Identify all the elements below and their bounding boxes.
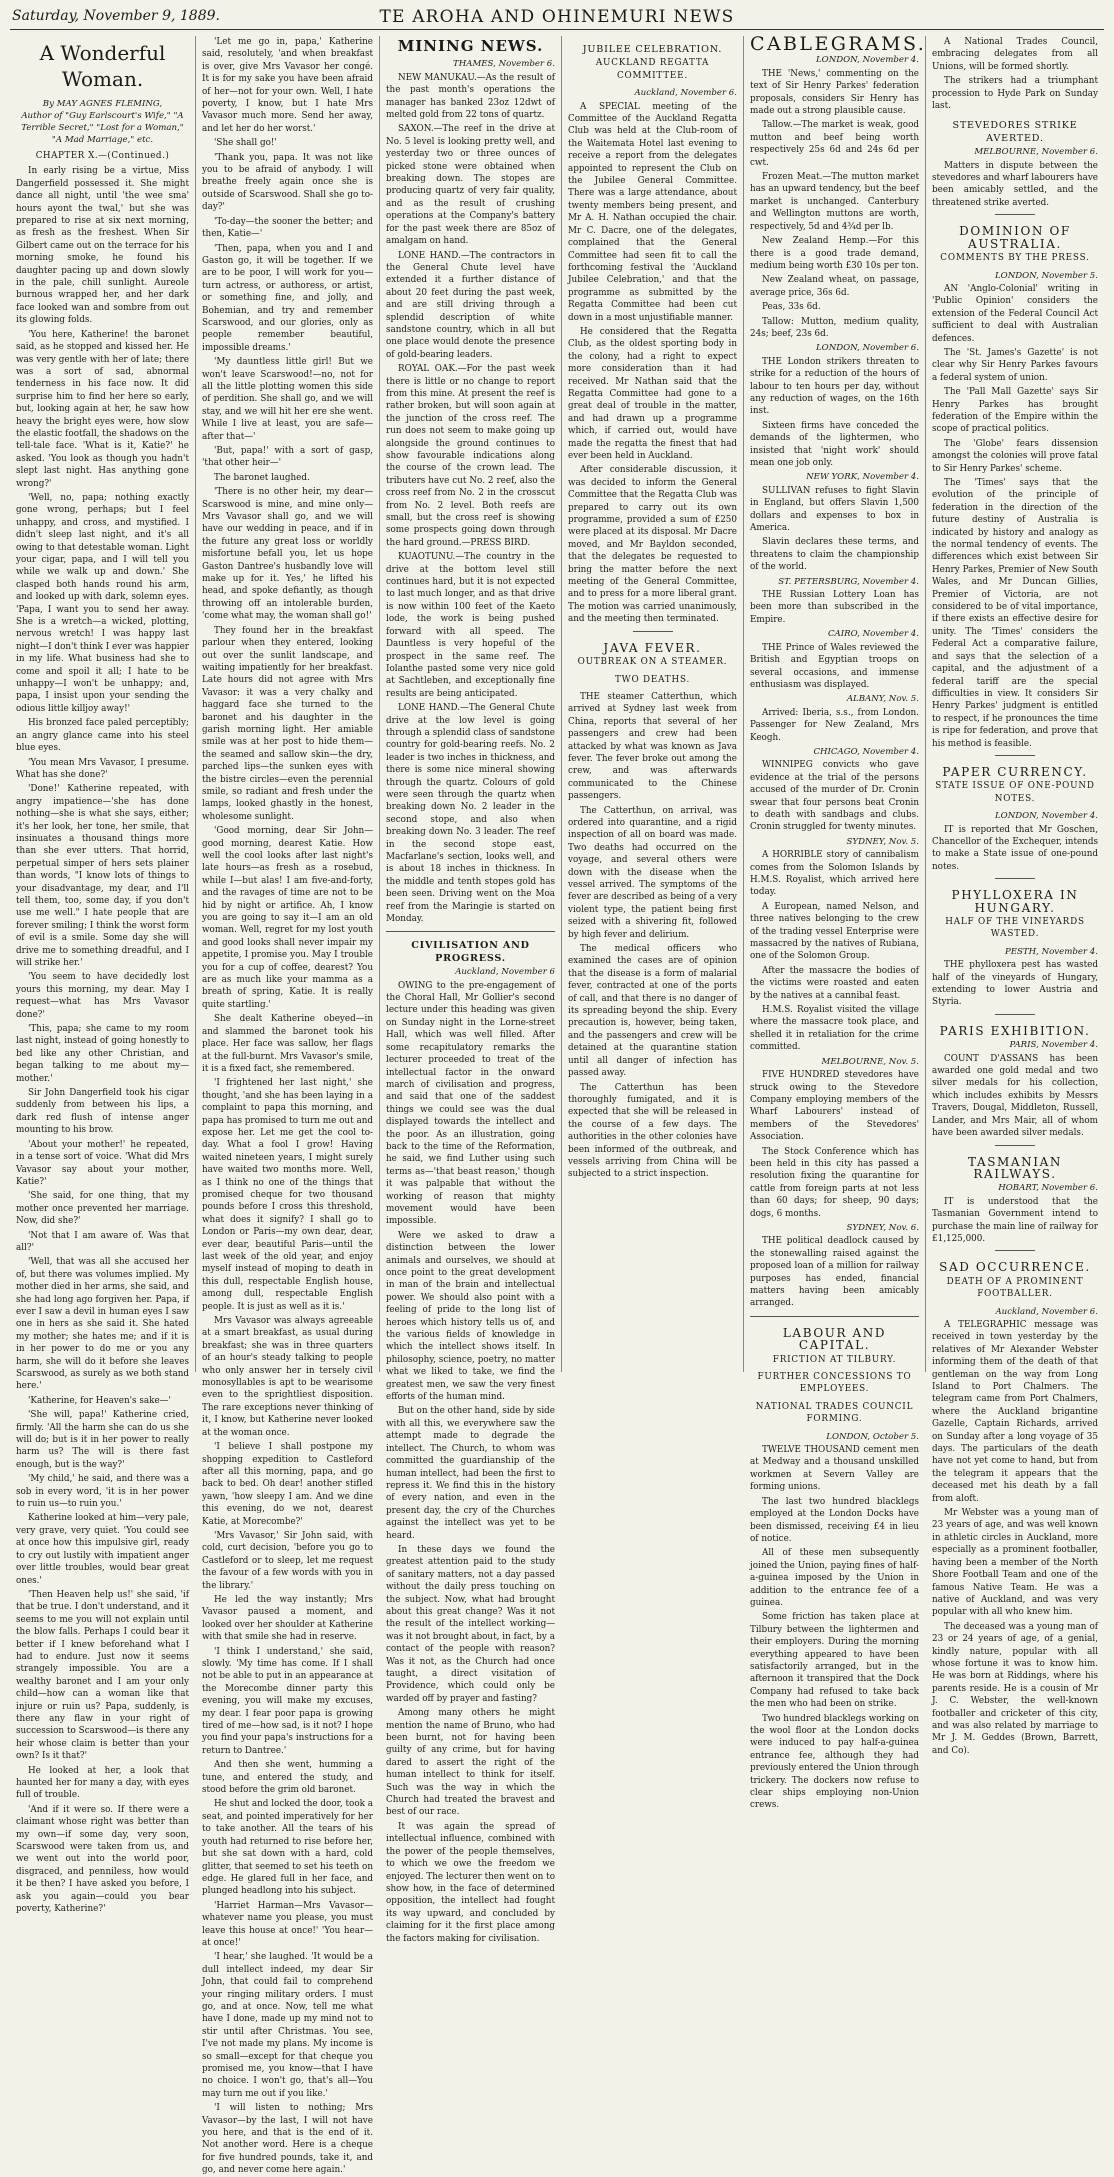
paragraph: 'Katherine, for Heaven's sake—' [28, 1395, 171, 1406]
labour-subheading-3: NATIONAL TRADES COUNCIL FORMING. [755, 1401, 914, 1425]
paragraph: 'And if it were so. If there were a claimant whose right was better than my own—if some day, very soon, Scarswood were taken from us, and we went out into the world poor, disgraced, and penniless, how would it be then? I have asked you before, I ask you again—could you bear poverty, Katherine?' [16, 1804, 189, 1915]
paragraph: 'She will, papa!' Katherine cried, firmly. 'All the harm she can do us she will do; but is it in her power to really harm us? The will is there fast enough, but is the way?' [16, 1410, 189, 1470]
serial-body-continued [202, 36, 373, 2177]
paragraph: They found her in the breakfast parlour when they entered, looking out over the sunlit landscape, and waiting impatiently for her breakfast. Late hours did not agree with Mrs Vavasor: it was a very chalky and haggard face she turned to the baronet and his daughter in the garish morning light. Her amiable smile was at her post to hide them—the seamed and sallow skin—the dry, parched lips—the sunken eyes with the bistre circles—even the perennial smile, so radiant and fresh under the lamps, looked ghastly in the honest, wholesome sunlight. [202, 625, 373, 822]
serial-title: A Wonderful Woman. [39, 41, 166, 91]
cable-item: H.M.S. Royalist visited the village where the massacre took place, and shelled it in retaliation for the crime committed. [750, 1005, 919, 1053]
dominion-heading: DOMINION OF AUSTRALIA. [959, 224, 1071, 251]
paragraph: He considered that the Regatta Club, as the oldest sporting body in the colony, had a right to expect more consideration than it had received. Mr Nathan said that the Regatta Committee had gone to a great deal of trouble in the matter, and had drawn up a programme which, if carried out, would have made the regatta the finest that had ever been held in Auckland. [568, 326, 737, 461]
paragraph: 'Then Heaven help us!' she said, 'if that be true. I don't understand, and it seems to me you will not explain until the blow falls. Perhaps I could bear it better if I knew beforehand what I had to endure. Just now it seems strangely impossible. You are a wealthy baronet and I am your only child—how can a woman like that injure or ruin us? Papa, suddenly, is there any flaw in your right of succession to Scarswood—is there any heir whose claim is better than your own? Is it that?' [16, 1589, 189, 1762]
paragraph: 'There is no other heir, my dear—Scarswood is mine, and mine only—Mrs Vavasor shall go, and we will have our wedding in peace, and if in the future any great loss or worldly misfortune befall you, let us hope Gaston Dantree's husbandly love will make up for it. Yes,' he lifted his head, and spoke defiantly, as though throwing off an intolerable burden, 'come what may, the woman shall go!' [202, 487, 373, 622]
paragraph: OWING to the pre-engagement of the Choral Hall, Mr Gollier's second lecture under this heading was given on Sunday night in the Lorne-street Hall, which was well filled. After some recapitulatory remarks the lecturer proceeded to treat of the intellectual factor in the onward march of civilisation and progress, and said that one of the saddest things we could see was the dual displayed towards the intellect and the poor. As an illustration, going back to the time of the Reformation, he said, we find Luther using such terms as—'that beast reason,' though it was palpable that without the working of reason that mighty movement would have been impossible. [386, 980, 555, 1227]
paragraph: After considerable discussion, it was decided to inform the General Committee that the Regatta Club was prepared to carry out its own programme, provided a sum of £250 were placed at its disposal. Mr Dacre moved, and Mr Bayldon seconded, that the delegates be requested to bring the matter before the next meeting of the General Committee, and to press for a more liberal grant. The motion was carried unanimously, and the meeting then terminated. [568, 465, 737, 625]
cable-item: New Zealand wheat, on passage, average price, 36s 6d. [750, 275, 919, 298]
paragraph: The Catterthun, on arrival, was ordered into quarantine, and a rigid inspection of all on board was made. Two deaths had occurred on the voyage, and several others were down with the disease when the vessel arrived. The symptoms of the fever are described as being of a very violent type, the patient being first seized with a shivering fit, followed by high fever and delirium. [568, 805, 737, 940]
sad-occurrence-subheading: DEATH OF A PROMINENT FOOTBALLER. [946, 1276, 1084, 1300]
paragraph: 'You mean Mrs Vavasor, I presume. What has she done?' [16, 757, 189, 780]
section-divider [995, 878, 1035, 879]
tasmanian-railways-body: IT is understood that the Tasmanian Government intend to purchase the main line of railway for £1,125,000. [932, 1196, 1098, 1244]
cable-item: THE Prince of Wales reviewed the British and Egyptian troops on several occasions, and immense enthusiasm was displayed. [750, 642, 919, 690]
serial-author: By MAY AGNES FLEMING, [42, 99, 163, 109]
paragraph: The last two hundred blacklegs employed at the London Docks have been dismissed, receiving £4 in lieu of notice. [750, 1496, 919, 1544]
paragraph: Katherine looked at him—very pale, very grave, very quiet. 'You could see at once how this impulsive girl, ready to cry out lustily with impatient anger over little troubles, would bear great ones.' [16, 1513, 189, 1586]
cable-item: Peas, 33s 6d. [762, 302, 821, 313]
paragraph: 'I think I understand,' she said, slowly. 'My time has come. If I shall not be able to put in an appearance at the Morecombe dinner party this evening, you will make my excuses, my dear. I fear poor papa is growing tired of me—how sad, is it not? I hope you find your papa's instructions for a return to Dantree.' [202, 1646, 373, 1756]
paragraph: A TELEGRAPHIC message was received in town yesterday by the relatives of Mr Alexander Webster informing them of the death of that gentleman on the way from Long Island to Port Chalmers. The telegram came from Port Chalmers, where the Auckland brigantine Gazelle, Captain Richards, arrived on Sunday after a long voyage of 35 days. The particulars of the death have not yet come to hand, but from the telegram it appears that the deceased met his death by a fall from aloft. [932, 1319, 1098, 1504]
paragraph: 'Well, that was all she accused her of, but there was volumes implied. My mother died in her arms, she said, and she had long ago forgiven her. Papa, if ever I saw a devil in human eyes I saw one in hers as she said it. She hated my mother; she hates me; and if it is in her power to do me or you any harm, she will do it before she leaves Scarswood, as surely as we both stand here.' [16, 1257, 189, 1392]
sad-occurrence-body [932, 1319, 1098, 1757]
paragraph: NEW MANUKAU.—As the result of the past month's operations the manager has banked 23oz 12dwt of melted gold from 22 tons of quartz. [386, 72, 555, 121]
phylloxera-heading: PHYLLOXERA IN HUNGARY. [951, 888, 1079, 915]
paragraph: He shut and locked the door, took a seat, and pointed imperatively for her to take another. All the tears of his youth had returned to rise before her, but she sat down with a hard, cold glitter, that seemed to set his teeth on edge. He glared full in her face, and plunged headlong into his subject. [202, 1799, 373, 1897]
cable-dateline: LONDON, November 4. [815, 55, 919, 66]
paragraph: All of these men subsequently joined the Union, paying fines of half-a-guinea imposed by the Union in addition to the entrance fee of a guinea. [750, 1548, 919, 1608]
stevedores-heading: STEVEDORES STRIKE AVERTED. [952, 120, 1078, 144]
paragraph: 'About your mother!' he repeated, in a tense sort of voice. 'What did Mrs Vavasor say about your mother, Katie?' [16, 1139, 189, 1187]
java-fever-subheading: OUTBREAK ON A STEAMER. [577, 657, 728, 668]
paragraph: But on the other hand, side by side with all this, we everywhere saw the attempt made to degrade the intellect. The Church, to whom was committed the guardianship of the human intellect, had been the first to repress it. We find this in the history of every nation, and even in the present day, the cry of the Churches against the intellect was yet to be heard. [386, 1406, 555, 1541]
cable-dateline: MELBOURNE, Nov. 5. [821, 1056, 919, 1067]
paragraph: Among many others he might mention the name of Bruno, who had been burnt, not for having been guilty of any crime, but for having dared to assert the right of the human intellect to think for itself. Such was the way in which the Church had treated the bravest and best of our race. [386, 1708, 555, 1818]
paragraph: A SPECIAL meeting of the Committee of the Auckland Regatta Club was held at the Club-room of the Waitemata Hotel last evening to receive a report from the delegates appointed to represent the Club on the Jubilee General Committee. There was a large attendance, about twenty members being present, and Mr A. H. Nathan occupied the chair. Mr C. Dacre, one of the delegates, complained that the General Committee had seen fit to call the forthcoming festival the 'Auckland Jubilee Celebration,' and that the programme as submitted by the Regatta Committee had been cut down in a most unjustifiable manner. [568, 101, 737, 323]
labour-heading: LABOUR AND CAPITAL. [782, 1325, 887, 1353]
paris-exhibition-body: COUNT D'ASSANS has been awarded one gold medal and two silver medals for his collection, which includes exhibits by Messrs Travers, Dougal, Middleton, Russell, Lander, and Mrs Mair, all of whom have been awarded silver medals. [932, 1053, 1098, 1139]
paragraph: She dealt Katherine obeyed—in and slammed the baronet took his place. Her face was sallow, her flags at the full-burnt. Mrs Vavasor's smile, it is a fixed fact, she remembered. [202, 1014, 373, 1074]
paragraph: The 'St. James's Gazette' is not clear why Sir Henry Parkes favours a federal system of union. [932, 347, 1098, 383]
newspaper-title: TE AROHA AND OHINEMURI NEWS [379, 7, 735, 27]
paris-exhibition-dateline: PARIS, November 4. [1009, 1040, 1098, 1051]
civilisation-dateline: Auckland, November 6 [455, 967, 555, 978]
cable-dateline: ST. PETERSBURG, November 4. [778, 576, 919, 587]
cable-item: SULLIVAN refuses to fight Slavin in England, but offers Slavin 1,500 dollars and expenses to box in America. [750, 485, 919, 534]
cable-item: A HORRIBLE story of cannibalism comes from the Solomon Islands by H.M.S. Royalist, which arrived here today. [750, 850, 919, 898]
section-divider [995, 1250, 1035, 1251]
jubilee-subheading: AUCKLAND REGATTA COMMITTEE. [595, 58, 710, 81]
cable-item: The Stock Conference which has been held in this city has passed a resolution fixing the quarantine for cattle from foreign parts at not less than 60 days; for sheep, 90 days; dogs, 6 months. [750, 1146, 919, 1219]
phylloxera-body: THE phylloxera pest has wasted half of the vineyards of Hungary, extending to lower Austria and Styria. [932, 960, 1098, 1008]
sad-occurrence-heading: SAD OCCURRENCE. [939, 1260, 1091, 1275]
paragraph: It was again the spread of intellectual influence, combined with the power of the people themselves, to which we owe the freedom we enjoyed. The lecturer then went on to show how, in the face of determined opposition, the intellect had fought its way upward, and concluded by claiming for it the first place among the factors making for civilisation. [386, 1821, 555, 1944]
paragraph: KUAOTUNU.—The country in the drive at the bottom level still continues hard, but it is not expected to last much longer, and as that drive is now within 100 feet of the Kaeto lode, the work is being pushed forward with all speed. The Dauntless is very hopeful of the prospect in the same reef. The Iolanthe pasted some very nice gold at Sachtleben, and exceptionally fine results are being anticipated. [386, 552, 555, 699]
cable-item: THE Russian Lottery Loan has been more than subscribed in the Empire. [750, 590, 919, 625]
column-4 [562, 36, 744, 1372]
column-2 [196, 36, 380, 2176]
paragraph: SAXON.—The reef in the drive at No. 5 level is looking pretty well, and yesterday two or three ounces of picked stone were obtained when breaking down. The stopes are producing quartz of very fair quality, and as the result of crushing operations at the Company's battery for the past week there are 85oz of amalgam on hand. [386, 124, 555, 247]
column-1 [10, 36, 196, 1915]
labour-subheading: FRICTION AT TILBURY. [772, 1354, 897, 1365]
paragraph: The 'Globe' fears dissension amongst the colonies will prove fatal to Sir Henry Parkes' scheme. [932, 438, 1098, 474]
cablegrams-heading: CABLEGRAMS. [750, 33, 927, 55]
section-divider [995, 1145, 1035, 1146]
section-divider [750, 1316, 919, 1317]
dominion-subheading: COMMENTS BY THE PRESS. [940, 253, 1090, 264]
jubilee-heading: JUBILEE CELEBRATION. [582, 44, 723, 55]
cable-dateline: LONDON, November 6. [815, 343, 919, 354]
paper-currency-dateline: LONDON, November 4. [994, 811, 1098, 822]
cable-item: WINNIPEG convicts who gave evidence at the trial of the persons accused of the murder of Dr. Cronin swear that four persons beat Cronin to death with sandbags and clubs. Cronin struggled for twenty minutes. [750, 760, 919, 833]
mining-news-heading: MINING NEWS. [397, 37, 544, 55]
paragraph: 'Harriet Harman—Mrs Vavasor—whatever name you please, you must leave this house at once!' 'You hear—at once!' [202, 1900, 373, 1948]
paragraph: 'You seem to have decidedly lost yours this morning, my dear. May I request—what has Mrs Vavasor done?' [16, 972, 189, 1020]
tasmanian-railways-heading: TASMANIAN RAILWAYS. [968, 1154, 1062, 1181]
paragraph: 'She shall go!' [214, 138, 277, 149]
mining-dateline: THAMES, November 6. [453, 59, 555, 70]
paragraph: AN 'Anglo-Colonial' writing in 'Public Opinion' considers the extension of the Federal Council Act sufficient to deal with Australian defences. [932, 283, 1098, 344]
column-6 [926, 36, 1104, 1756]
cable-item: Sixteen firms have conceded the demands of the lightermen, who insisted that 'night work' should mean one job only. [750, 420, 919, 468]
paragraph: 'My dauntless little girl! But we won't leave Scarswood!—no, not for all the little plotting women this side of perdition. She shall go, and we will stay, and we will hit her ere she went. While I live at least, you are safe—after that—' [202, 357, 373, 442]
civilisation-body [386, 980, 555, 1945]
paragraph: Mr Webster was a young man of 23 years of age, and was well known in athletic circles in Auckland, more especially as a prominent footballer, having been a member of the North Shore Football Team and one of the famous Native Team. He was a native of Auckland, and was very popular with all who knew him. [932, 1508, 1098, 1618]
paper-currency-subheading: STATE ISSUE OF ONE-POUND NOTES. [935, 781, 1095, 804]
paragraph: Some friction has taken place at Tilbury between the lightermen and their employers. During the morning everything appeared to have been satisfactorily arranged, but in the afternoon it transpired that the Dock Company had refused to take back the men who had been on strike. [750, 1612, 919, 1710]
civilisation-heading: CIVILISATION AND PROGRESS. [411, 940, 530, 964]
cable-item: Arrived: Iberia, s.s., from London. Passenger for New Zealand, Mrs Keogh. [750, 707, 919, 743]
cable-item: Tallow.—The market is weak, good mutton and beef being worth respectively 25s 6d and 24s 6d per cwt. [750, 120, 919, 168]
trades-council-body [932, 36, 1098, 112]
column-3 [380, 36, 562, 1944]
cable-item: Tallow: Mutton, medium quality, 24s; beef, 23s 6d. [750, 316, 919, 339]
tasmanian-railways-dateline: HOBART, November 6. [998, 1183, 1098, 1194]
cable-item: After the massacre the bodies of the victims were roasted and eaten by the natives at a cannibal feast. [750, 965, 919, 1001]
paragraph: THE steamer Catterthun, which arrived at Sydney last week from China, reports that several of her passengers and crew had been attacked by what was known as Java fever. The fever broke out among the crew, and was afterwards communicated to the Chinese passengers. [568, 691, 737, 802]
cable-dateline: SYDNEY, Nov. 6. [846, 1222, 919, 1233]
cable-item: Frozen Meat.—The mutton market has an upward tendency, but the beef market is unchanged. Canterbury and Wellington muttons are worth, respectively, 5d and 4¾d per lb. [750, 172, 919, 232]
paper-currency-body: IT is reported that Mr Goschen, Chancellor of the Exchequer, intends to make a State issue of one-pound notes. [932, 824, 1098, 872]
cable-dateline: CHICAGO, November 4. [813, 746, 919, 757]
cable-item: THE political deadlock caused by the stonewalling raised against the proposed loan of a million for railway purposes has ended, financial matters having been amicably arranged. [750, 1236, 919, 1309]
paragraph: 'This, papa; she came to my room last night, instead of going honestly to bed like any other Christian, and began talking to me about my—mother.' [16, 1024, 189, 1084]
java-fever-body [568, 691, 737, 1181]
paragraph: He looked at her, a look that haunted her for many a day, with eyes full of trouble. [16, 1765, 189, 1801]
section-divider [995, 755, 1035, 756]
paragraph: ROYAL OAK.—For the past week there is little or no change to report from this mine. At present the reef is rather broken, but will soon again at the junction of the cross reef. The run does not seem to make going up alongside the ground continues to show favourable indications along the course of the crown lead. The tributers have cut No. 2 reef, also the cross reef from No. 2 in the crosscut from No. 2 level. Both reefs are small, but the cross reef is showing some prospects going down through the hard ground.—PRESS BIRD. [386, 364, 555, 548]
paragraph: 'Well, no, papa; nothing exactly gone wrong, perhaps; but I feel unhappy, and cross, and mystified. I didn't sleep last night, and it's all owing to that detestable woman. Light your cigar, papa, and I will tell you while we walk up and down.' She clasped both hands round his arm, and looked up with dark, solemn eyes. 'Papa, I want you to send her away. She is a wretch—a wicked, plotting, nervous wretch! I was happy last night—I don't think I ever was happier in my life. What business had she to come and spoil it all; I hate to be unhappy—I won't be unhappy; and, papa, I insist upon your sending the odious little killjoy away!' [16, 492, 189, 714]
java-fever-heading: JAVA FEVER. [603, 640, 702, 655]
newspaper-page [10, 33, 1104, 2176]
paper-currency-heading: PAPER CURRENCY. [942, 764, 1088, 779]
labour-body [750, 1444, 919, 1812]
dominion-body [932, 283, 1098, 750]
paragraph: 'Let me go in, papa,' Katherine said, resolutely, 'and when breakfast is over, give Mrs Vavasor her congé. It is for my sake you have been afraid of her—not for your own. Well, I hate poverty, I know, but I hate Mrs Vavasor much more. Send her away, and let her do her worst.' [202, 37, 373, 134]
section-divider [995, 1014, 1035, 1015]
masthead [10, 6, 1104, 30]
section-divider [386, 931, 555, 932]
sad-occurrence-dateline: Auckland, November 6. [995, 1306, 1098, 1317]
paragraph: He led the way instantly; Mrs Vavasor paused a moment, and looked over her shoulder at Katherine with that smile she had in reserve. [202, 1594, 373, 1643]
issue-date: Saturday, November 9, 1889. [12, 8, 220, 24]
paragraph: The strikers had a triumphant procession to Hyde Park on Sunday last. [932, 76, 1098, 112]
paragraph: 'To-day—the sooner the better; and then, Katie—' [202, 216, 373, 240]
cable-dateline: SYDNEY, Nov. 5. [846, 836, 919, 847]
paragraph: In these days we found the greatest attention paid to the study of sanitary matters, not a day passed without the daily press touching on the subject. Now, what had brought about this great change? Was it not the result of the intellect working—was it not brought about, in fact, by a contact of the people with reason? Was it not, as the Church had once taught, a direct visitation of Providence, which could only be warded off by prayer and fasting? [386, 1544, 555, 1704]
cable-item: Slavin declares these terms, and threatens to claim the championship of the world. [750, 537, 919, 573]
paragraph: Two hundred blacklegs working on the wool floor at the London docks were induced to pay half-a-guinea entrance fee, although they had previously entered the Union through trickery. The dockers now refuse to clear ships employing non-Union crews. [750, 1713, 919, 1811]
paragraph: And then she went, humming a tune, and entered the study, and stood before the grim old baronet. [202, 1760, 373, 1796]
paragraph: His bronzed face paled perceptibly; an angry glance came into his steel blue eyes. [16, 718, 189, 754]
stevedores-body: Matters in dispute between the stevedores and wharf labourers have been amicably settled, and the threatened strike averted. [932, 160, 1098, 208]
cable-dateline: NEW YORK, November 4. [806, 472, 919, 483]
paris-exhibition-heading: PARIS EXHIBITION. [939, 1023, 1091, 1038]
section-divider [995, 214, 1035, 215]
cablegrams-body [750, 54, 919, 1309]
paragraph: 'I believe I shall postpone my shopping expedition to Castleford after all this morning, papa, and go back to bed. Oh dear! another stifled yawn, 'how sleepy I am. And we dine this evening, do we not, dearest Katie, at Morecombe?' [202, 1442, 373, 1527]
cable-item: A European, named Nelson, and three natives belonging to the crew of the trading vessel Enterprise were massacred by the natives of Rubiana, one of the Solomon Group. [750, 901, 919, 962]
paragraph: 'But, papa!' with a sort of gasp, 'that other heir—' [202, 446, 373, 469]
paragraph: 'Good morning, dear Sir John—good morning, dearest Katie. How well the cool looks after last night's late hours—as fresh as a rosebud, while I—but alas! I am five-and-forty, and the ravages of time are not to be hid by night or artifice. Ah, I know you are going to say it—I am an old woman. Well, regret for my lost youth and good looks shall never impair my appetite, I promise you. May I trouble you for a cup of coffee, dearest? You are as much like your mamma as a breath of spring, Katie. It is really quite startling.' [202, 826, 373, 1010]
paragraph: The medical officers who examined the cases are of opinion that the disease is a form of malarial fever, contracted at one of the ports of call, and that there is no danger of its spreading beyond the ship. Every precaution is, however, being taken, and the passengers and crew will be detained at the quarantine station until all danger of infection has passed away. [568, 944, 737, 1079]
section-divider [633, 631, 673, 632]
java-fever-subheading-2: TWO DEATHS. [614, 674, 691, 685]
paragraph: The baronet laughed. [214, 472, 310, 483]
paragraph: The deceased was a young man of 23 or 24 years of age, of a genial, kindly nature, popular with all whose fortune it was to know him. He was born at Riddings, where his parents reside. He is a cousin of Mr J. C. Webster, the well-known footballer and cricketer of this city, and was also related by marriage to Mr J. M. Geddes (Brown, Barrett, and Co). [932, 1621, 1098, 1756]
paragraph: A National Trades Council, embracing delegates from all Unions, will be formed shortly. [932, 37, 1098, 72]
cable-dateline: CAIRO, November 4. [827, 629, 919, 640]
cable-item: FIVE HUNDRED stevedores have struck owing to the Stevedore Company employing members of the Wharf Labourers' instead of members of the Stevedores' Association. [750, 1070, 919, 1143]
paragraph: The 'Times' says that the evolution of the principle of federation in the direction of the future destiny of Australia is indicated by history and analogy as the normal tendency of events. The differences which exist between Sir Henry Parkes, Premier of New South Wales, and Mr Duncan Gillies, Premier of Victoria, are not considered to be of vital importance, if there exists an effective desire for unity. The 'Times' considers the Federal Act a comparative failure, and says that the selection of a capital, and the adjustment of a federal tariff are the special difficulties in view. It considers Sir Henry Parkes' judgment is entitled to respect, if he pronounces the time is ripe for federation, and prove that his method is feasible. [932, 478, 1098, 749]
paragraph: In early rising be a virtue, Miss Dangerfield possessed it. She might dance all night, until 'the wee sma' hours ayont the twal,' but she was prepared to rise at six next morning, as fresh as the freshest. When Sir Gilbert came out on the terrace for his morning smoke, he found his daughter pacing up and down slowly in the pale, chill sunlight. Aureole burnous wrapped her, and her dark face looked wan and sombre from out its glowing folds. [16, 166, 189, 326]
mining-news-body [386, 72, 555, 926]
column-5 [744, 33, 927, 1811]
paragraph: 'My child,' he said, and there was a sob in every word, 'it is in her power to ruin us—to ruin you.' [16, 1474, 189, 1510]
paragraph: Sir John Dangerfield took his cigar suddenly from between his lips, a dark red flush of intense anger mounting to his brow. [16, 1088, 189, 1136]
phylloxera-dateline: PESTH, November 4. [1004, 946, 1098, 957]
serial-author-works: Author of "Guy Earlscourt's Wife," "A Terrible Secret," "Lost for a Woman," "A Mad Marriage," etc. [21, 111, 184, 145]
cable-item: New Zealand Hemp.—For this there is a good trade demand, medium being worth £30 10s per ton. [750, 236, 919, 271]
paragraph: 'Not that I am aware of. Was that all?' [16, 1230, 189, 1253]
paragraph: 'I hear,' she laughed. 'It would be a dull intellect indeed, my dear Sir John, that could fail to comprehend your ringing military orders. I must go, and at once. Now, tell me what have I done, made up my mind not to stir until after Christmas. You see, I've not made my plans. My income is so small—except for that cheque you promised me, you know—that I have no choice. I won't go, that's all—You may turn me out if you like.' [202, 1952, 373, 2099]
paragraph: 'I frightened her last night,' she thought, 'and she has been laying in a complaint to papa this morning, and papa has promised to turn me out and expose her. Let me get the cool to-day. What a fool I grow! Having waited nineteen years, I might surely have waited two months more. Well, as I think no one of the things that promised cheque for two thousand pounds before I cross this threshold, what does it signify? I shall go to London or Paris—my own dear, dear, ever dear, beautiful Paris—until the last week of the old year, and enjoy myself instead of moping to death in this dull, respectable English house, among dull, respectable English people. It is just as well as it is.' [202, 1078, 373, 1312]
paragraph: LONE HAND.—The contractors in the General Chute level have extended it a further distance of about 20 feet during the past week, and are still driving through a splendid description of white sandstone country, which in all but one place would denote the presence of gold-bearing leaders. [386, 250, 555, 360]
paragraph: TWELVE THOUSAND cement men at Medway and a thousand unskilled workmen at Severn Valley are forming unions. [750, 1445, 919, 1493]
paragraph: 'Thank you, papa. It was not like you to be afraid of anybody. I will breathe freely again once she is outside of Scarswood. Shall she go to-day?' [202, 152, 373, 213]
stevedores-dateline: MELBOURNE, November 6. [974, 147, 1098, 158]
paragraph: 'You here, Katherine! the baronet said, as he stopped and kissed her. He was very gentle with her of late; there was a sort of sad, abnormal tenderness in his face now. It did surprise him to find her here so early, but, looking again at her, he saw how heavy the bright eyes were, how slow the elastic footfall, the shadows on the tell-tale face. 'What is it, Katie?' he asked. 'You look as though you hadn't slept last night. Has anything gone wrong?' [16, 329, 189, 489]
paragraph: 'She said, for one thing, that my mother once prevented her marriage. Now, did she?' [16, 1191, 189, 1227]
cable-dateline: ALBANY, Nov. 5. [846, 694, 919, 705]
paragraph: 'Then, papa, when you and I and Gaston go, it will be together. If we are to be poor, I will work for you—turn actress, or authoress, or artist, or something fine, and jolly, and Bohemian, and try and remember Scarswood, and our glories, only as people remember beautiful, impossible dreams.' [202, 243, 373, 353]
paragraph: The Catterthun has been thoroughly fumigated, and it is expected that she will be released in the course of a few days. The authorities in the other colonies have been informed of the outbreak, and vessels arriving from China will be subjected to a strict inspection. [568, 1082, 737, 1180]
paragraph: 'I will listen to nothing; Mrs Vavasor—by the last, I will not have you here, and that is the end of it. Not another word. Here is a cheque for five hundred pounds, take it, and go, and never come here again.' [202, 2103, 373, 2176]
phylloxera-subheading: HALF OF THE VINEYARDS WASTED. [945, 917, 1085, 940]
paragraph: Mrs Vavasor was always agreeable at a smart breakfast, as usual during breakfast; she was in three quarters of an hour's steady talking to people who only answer her in tersely civil monosyllables is apt to be wearisome even to the sprightliest disposition. The rare exceptions never thinking of it, I know, but Katherine never looked at the woman once. [202, 1316, 373, 1438]
dominion-dateline: LONDON, November 5. [994, 270, 1098, 281]
jubilee-body [568, 101, 737, 626]
jubilee-dateline: Auckland, November 6. [634, 88, 737, 99]
cable-item: THE 'News,' commenting on the text of Sir Henry Parkes' federation proposals, considers Sir Henry has made out a strong plausible cause. [750, 68, 919, 117]
paragraph: The 'Pall Mall Gazette' says Sir Henry Parkes has brought federation of the Empire within the scope of practical politics. [932, 387, 1098, 435]
cable-item: THE London strikers threaten to strike for a reduction of the hours of labour to ten hours per day, without any reduction of wages, on the 16th inst. [750, 356, 919, 417]
labour-subheading-2: FURTHER CONCESSIONS TO EMPLOYEES. [757, 1372, 912, 1395]
serial-body [16, 165, 189, 1915]
paragraph: 'Done!' Katherine repeated, with angry impatience—'she has done nothing—she is what she says, either; it's her look, her tone, her smile, that insinuates a thousand things more than she ever utters. That horrid, perpetual simper of hers sets plainer than words, "I know lots of things to your disadvantage, my dear, and I'll tell them, too, some day, if you don't use me well." I hate people that are forever smiling; I think the worst form of evil is a smile. Some day she will drive me to something dreadful, and I will strike her.' [16, 784, 189, 968]
paragraph: Were we asked to draw a distinction between the lower animals and ourselves, we should at once point to the great development in man of the brain and intellectual power. We should also point with a feeling of pride to the long list of heroes which history tells us of, and the various fields of knowledge in which the intellect shows itself. In philosophy, science, poetry, no matter what we liked to take, we find the greatest men, we saw the very finest efforts of the human mind. [386, 1230, 555, 1403]
chapter-heading: CHAPTER X.—(Continued.) [35, 151, 170, 161]
labour-dateline: LONDON, October 5. [826, 1431, 919, 1442]
paragraph: LONE HAND.—The General Chute drive at the low level is going through a splendid class of sandstone country for gold-bearing reefs. No. 2 leader is two inches in thickness, and there is some nice mineral showing through the quartz. Colours of gold were seen through the quartz when breaking down No. 2 leader in the second stope, and also when breaking down No. 3 leader. The reef in the second stope east, Macfarlane's section, looks well, and is about 18 inches in thickness. In the middle and tenth stopes gold has been seen. Driving went on the Moa reef from the Maringie is started on Monday. [386, 703, 555, 925]
paragraph: 'Mrs Vavasor,' Sir John said, with cold, curt decision, 'before you go to Castleford or to sleep, let me request the favour of a few words with you in the library.' [202, 1530, 373, 1591]
